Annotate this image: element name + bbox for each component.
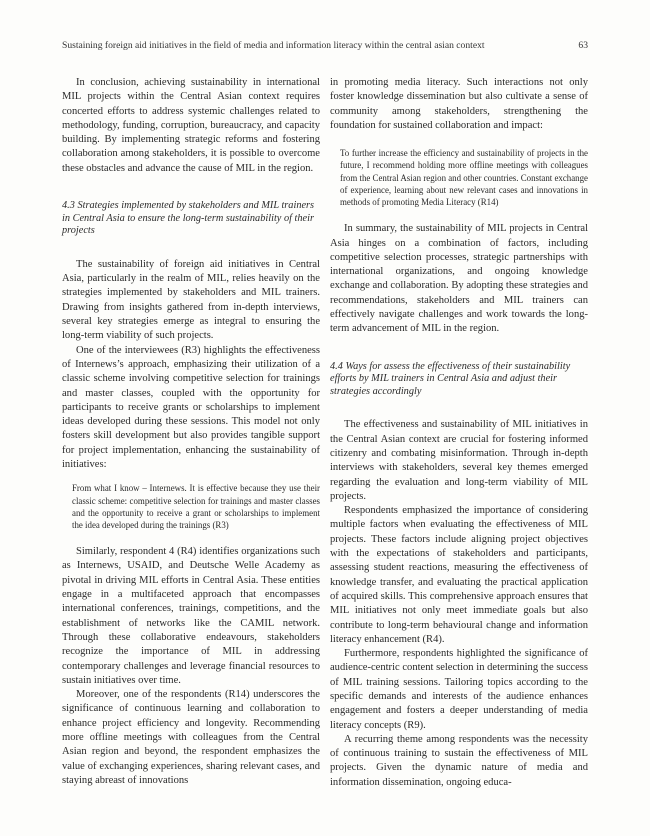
paragraph: in promoting media literacy. Such interactions not only foster knowledge dissemination but also cultivate a sense of community among stakeholders, strengthening the foundation for sustained collaboration and impact: — [330, 77, 588, 131]
paragraph: One of the interviewees (R3) highlights the effectiveness of Internews’s approach, emphasizing their utilization of a classic scheme involving competitive selection for trainings and master classes, coupled with the opportunity for participants to receive grants or scholarships to implement ideas developed during these sessions. This model not only fosters skill development but also provides tangible support for project implementation, enhancing the sustainability of initiatives: — [62, 344, 320, 471]
paragraph: A recurring theme among respondents was the necessity of continuous training to sustain the effectiveness of MIL projects. Given the dynamic nature of media and information dissemination, ongoing educa- — [330, 733, 588, 788]
running-title: Sustaining foreign aid initiatives in the field of media and information literacy within the central asian context — [62, 40, 485, 51]
right-column — [330, 76, 588, 790]
section-heading-4-4: 4.4 Ways for assess the effectiveness of their sustainability efforts by MIL trainers in Central Asia and adjust their strategies accordingly — [330, 360, 571, 397]
paragraph: In conclusion, achieving sustainability in international MIL projects within the Central Asian context requires concerted efforts to address systemic challenges related to methodology, funding, corruption, bureaucracy, and capacity building. By implementing strategic reforms and fostering collaboration among stakeholders, it is possible to overcome these obstacles and advance the cause of MIL in the region. — [62, 77, 320, 174]
paragraph: Similarly, respondent 4 (R4) identifies organizations such as Internews, USAID, and Deutsche Welle Academy as pivotal in driving MIL efforts in Central Asia. These entities engage in a multifaceted approach that encompasses international conferences, trainings, competitions, and the establishment of networks like the CAMIL network. Through these collaborative endeavours, stakeholders recognize the importance of MIL in addressing contemporary challenges and leverage financial resources to sustain initiatives over time. — [62, 546, 320, 686]
paragraph: The sustainability of foreign aid initiatives in Central Asia, particularly in the realm of MIL, relies heavily on the strategies implemented by stakeholders and MIL trainers. Drawing from insights gathered from in-depth interviews, several key strategies emerge as integral to ensuring the long-term viability of such projects. — [62, 258, 320, 342]
page-number: 63 — [578, 40, 588, 51]
paragraph: Respondents emphasized the importance of considering multiple factors when evaluating the effectiveness of MIL projects. These factors include aligning project objectives with the expectations of stakeholders and participants, assessing student reactions, measuring the effectiveness of knowledge transfer, and evaluating the practical application of acquired skills. This comprehensive approach ensures that MIL initiatives not only meet immediate goals but also contribute to long-term behavioural change and information literacy enhancement (R4). — [330, 505, 588, 645]
section-heading-4-3: 4.3 Strategies implemented by stakeholders and MIL trainers in Central Asia to ensure the long-term sustainability of their projects — [62, 200, 315, 237]
left-column — [62, 76, 320, 788]
block-quote: From what I know – Internews. It is effective because they use their classic scheme: competitive selection for trainings and master classes and the opportunity to receive a grant or scholarships to implement the idea developed during the trainings (R3) — [72, 483, 320, 530]
paragraph: In summary, the sustainability of MIL projects in Central Asia hinges on a combination of factors, including competitive selection processes, strategic partnerships with international organizations, and ongoing knowledge exchange and collaboration. By adopting these strategies and recommendations, stakeholders and MIL trainers can effectively navigate challenges and work towards the long-term advancement of MIL in the region. — [330, 223, 588, 335]
running-header — [62, 40, 588, 51]
paragraph: Furthermore, respondents highlighted the significance of audience-centric content selection in determining the success of MIL training sessions. Tailoring topics according to the specific demands and interests of the audience enhances engagement and fosters a deeper understanding of media literacy concepts (R9). — [330, 648, 588, 731]
block-quote: To further increase the efficiency and sustainability of projects in the future, I recommend holding more offline meetings with colleagues from the Central Asian region and other countries. Constant exchange of experience, learning about new relevant cases and innovations in methods of promoting Media Literacy (R14) — [340, 148, 588, 207]
paragraph: The effectiveness and sustainability of MIL initiatives in the Central Asian context are crucial for fostering informed citizenry and combating misinformation. Through in-depth interviews with stakeholders, several key themes emerged regarding the evaluation and long-term viability of MIL projects. — [330, 419, 588, 502]
paragraph: Moreover, one of the respondents (R14) underscores the significance of continuous learning and collaboration to enhance project efficiency and longevity. Recommending more offline meetings with colleagues from the Central Asian region and beyond, the respondent emphasizes the value of exchanging experiences, sharing relevant cases, and staying abreast of innovations — [62, 689, 320, 786]
